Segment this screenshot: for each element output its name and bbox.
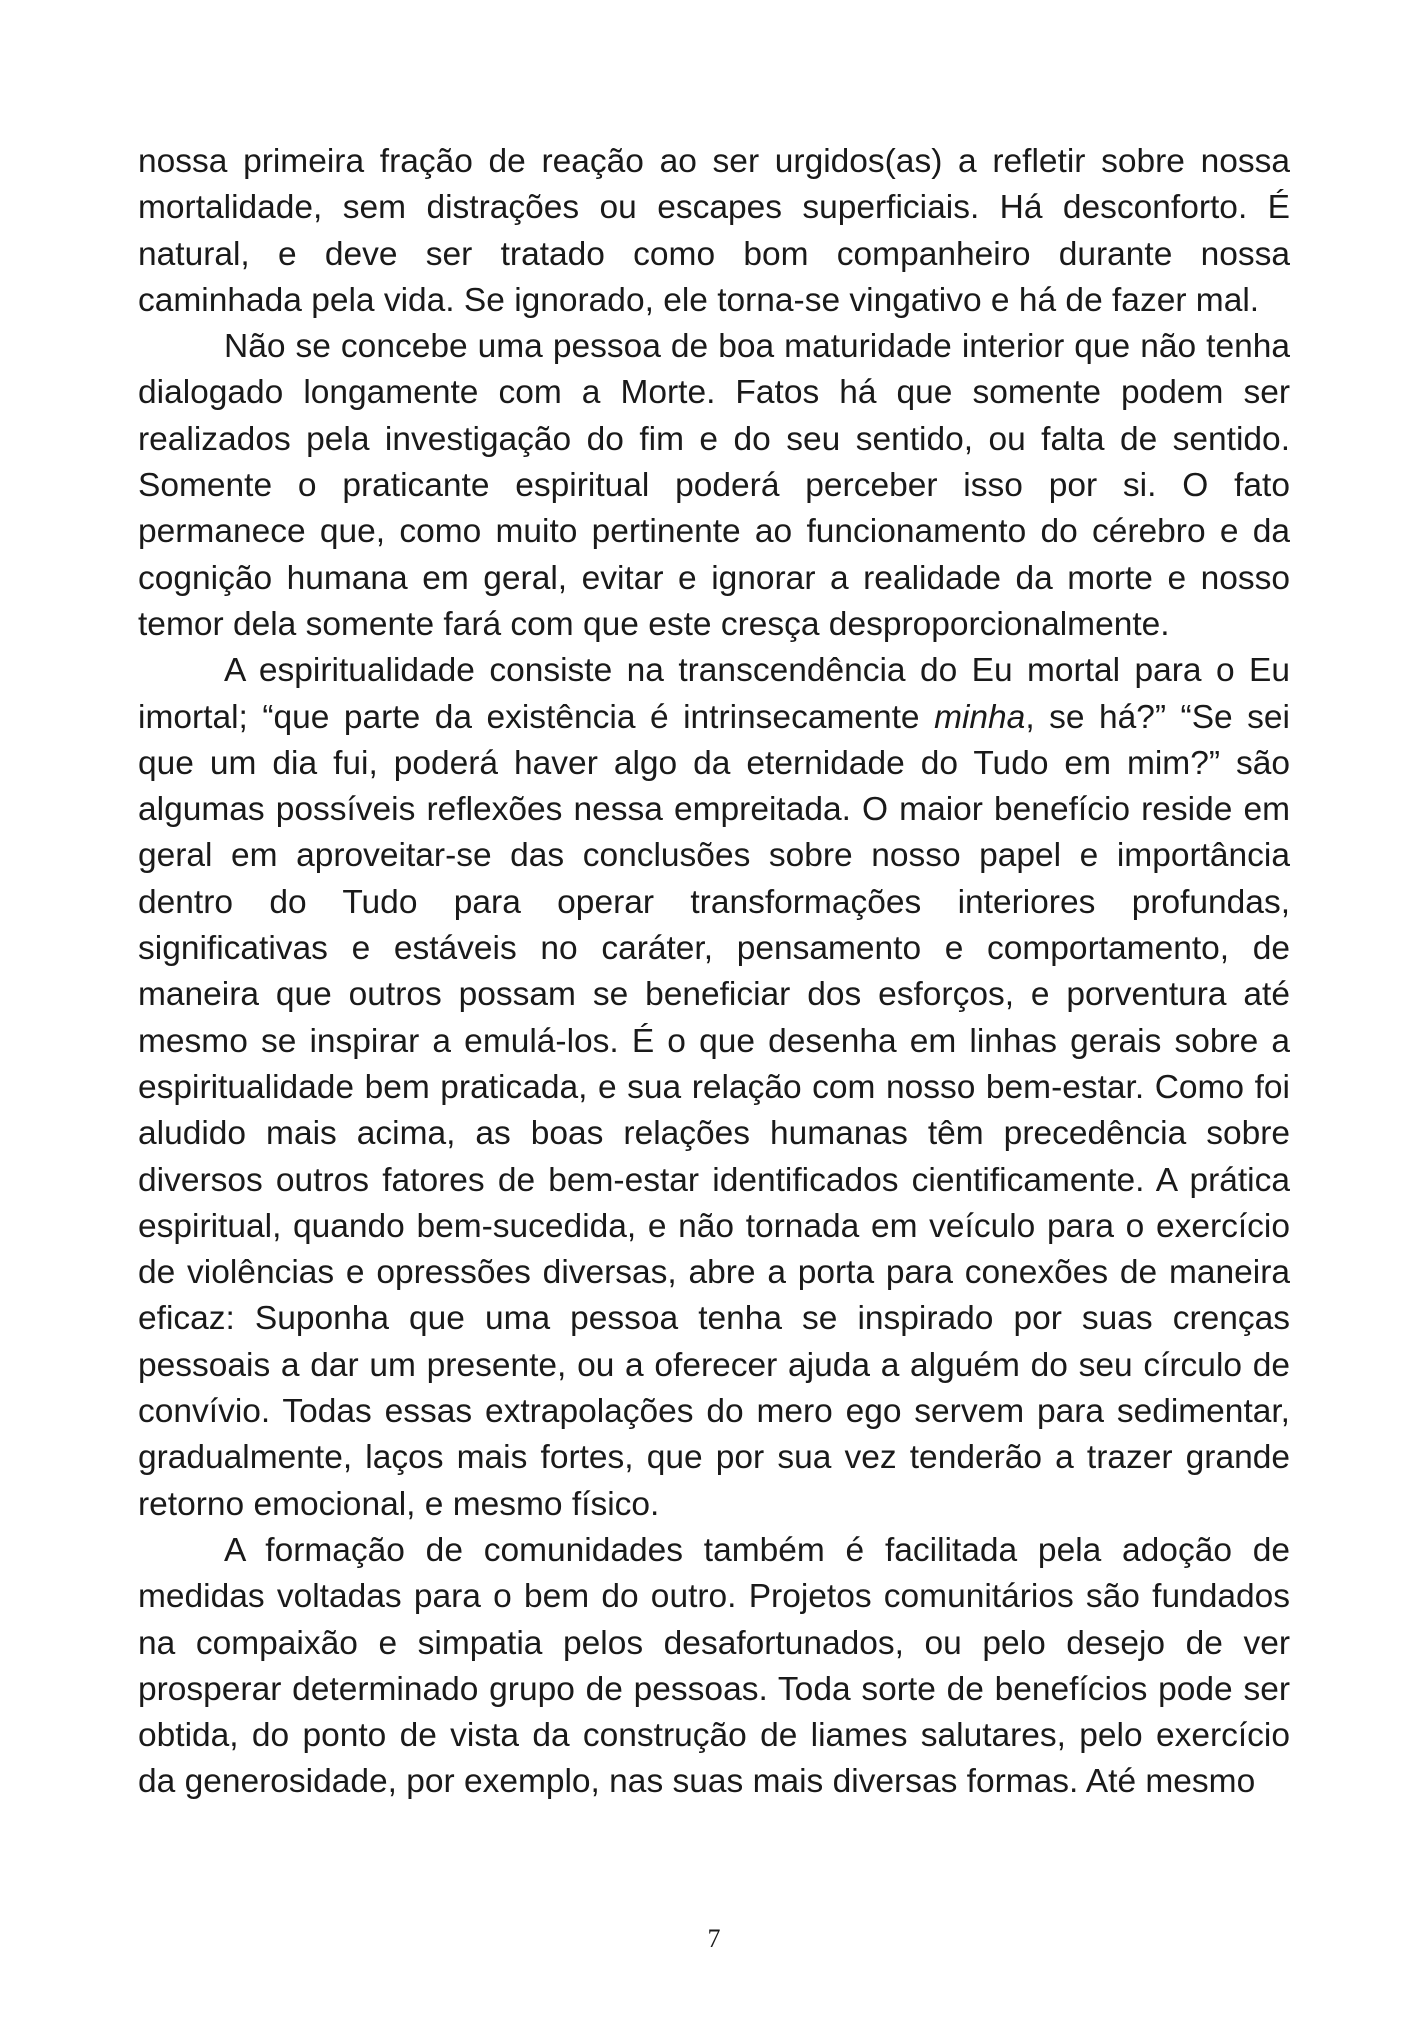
paragraph-continuation: nossa primeira fração de reação ao ser urgidos(as) a refletir sobre nossa mortalidade, sem distrações ou escapes superficiais. Há desconforto. É natural, e deve ser tratado como bom companheiro durante nossa caminhada pela vida. Se ignorado, ele torna-se vingativo e há de fazer mal. — [138, 143, 1290, 319]
page-number: 7 — [707, 1924, 721, 1953]
body-text — [138, 139, 1290, 1806]
paragraph-spirituality-start: A espiritualidade consiste na transcendência do Eu mortal para o Eu imortal; “que parte da existência é intrinsecamente — [138, 652, 1290, 736]
paragraph-spirituality-rest: , se há?” “Se sei que um dia fui, poderá haver algo da eternidade do Tudo em mim?” são algumas possíveis reflexões nessa empreitada. O maior benefício reside em geral em aproveitar-se das conclusões sobre nosso papel e importância dentro do Tudo para operar transformações interiores profundas, significativas e estáveis no caráter, pensamento e comportamento, de maneira que outros possam se beneficiar dos esforços, e porventura até mesmo se inspirar a emulá-los. É o que desenha em linhas gerais sobre a espiritualidade bem praticada, e sua relação com nosso bem-estar. Como foi aludido mais acima, as boas relações humanas têm precedência sobre diversos outros fatores de bem-estar identificados cientificamente. A prática espiritual, quando bem-sucedida, e não tornada em veículo para o exercício de violências e opressões diversas, abre a porta para conexões de maneira eficaz: Suponha que uma pessoa tenha se inspirado por suas crenças pessoais a dar um presente, ou a oferecer ajuda a alguém do seu círculo de convívio. Todas essas extrapolações do mero ego servem para sedimentar, gradualmente, laços mais fortes, que por sua vez tenderão a trazer grande retorno emocional, e mesmo físico. — [138, 698, 1290, 1523]
paragraph-communities: A formação de comunidades também é facilitada pela adoção de medidas voltadas para o bem do outro. Projetos comunitários são fundados na compaixão e simpatia pelos desafortunados, ou pelo desejo de ver prosperar determinado grupo de pessoas. Toda sorte de benefícios pode ser obtida, do ponto de vista da construção de liames salutares, pelo exercício da generosidade, por exemplo, nas suas mais diversas formas. Até mesmo — [138, 1531, 1290, 1801]
paragraph-spirituality — [138, 648, 1290, 1528]
paragraph-death-dialogue: Não se concebe uma pessoa de boa maturidade interior que não tenha dialogado longamente com a Morte. Fatos há que somente podem ser realizados pela investigação do fim e do seu sentido, ou falta de sentido. Somente o praticante espiritual poderá perceber isso por si. O fato permanece que, como muito pertinente ao funcionamento do cérebro e da cognição humana em geral, evitar e ignorar a realidade da morte e nosso temor dela somente fará com que este cresça desproporcionalmente. — [138, 328, 1290, 643]
emphasis-minha: minha — [934, 698, 1026, 736]
